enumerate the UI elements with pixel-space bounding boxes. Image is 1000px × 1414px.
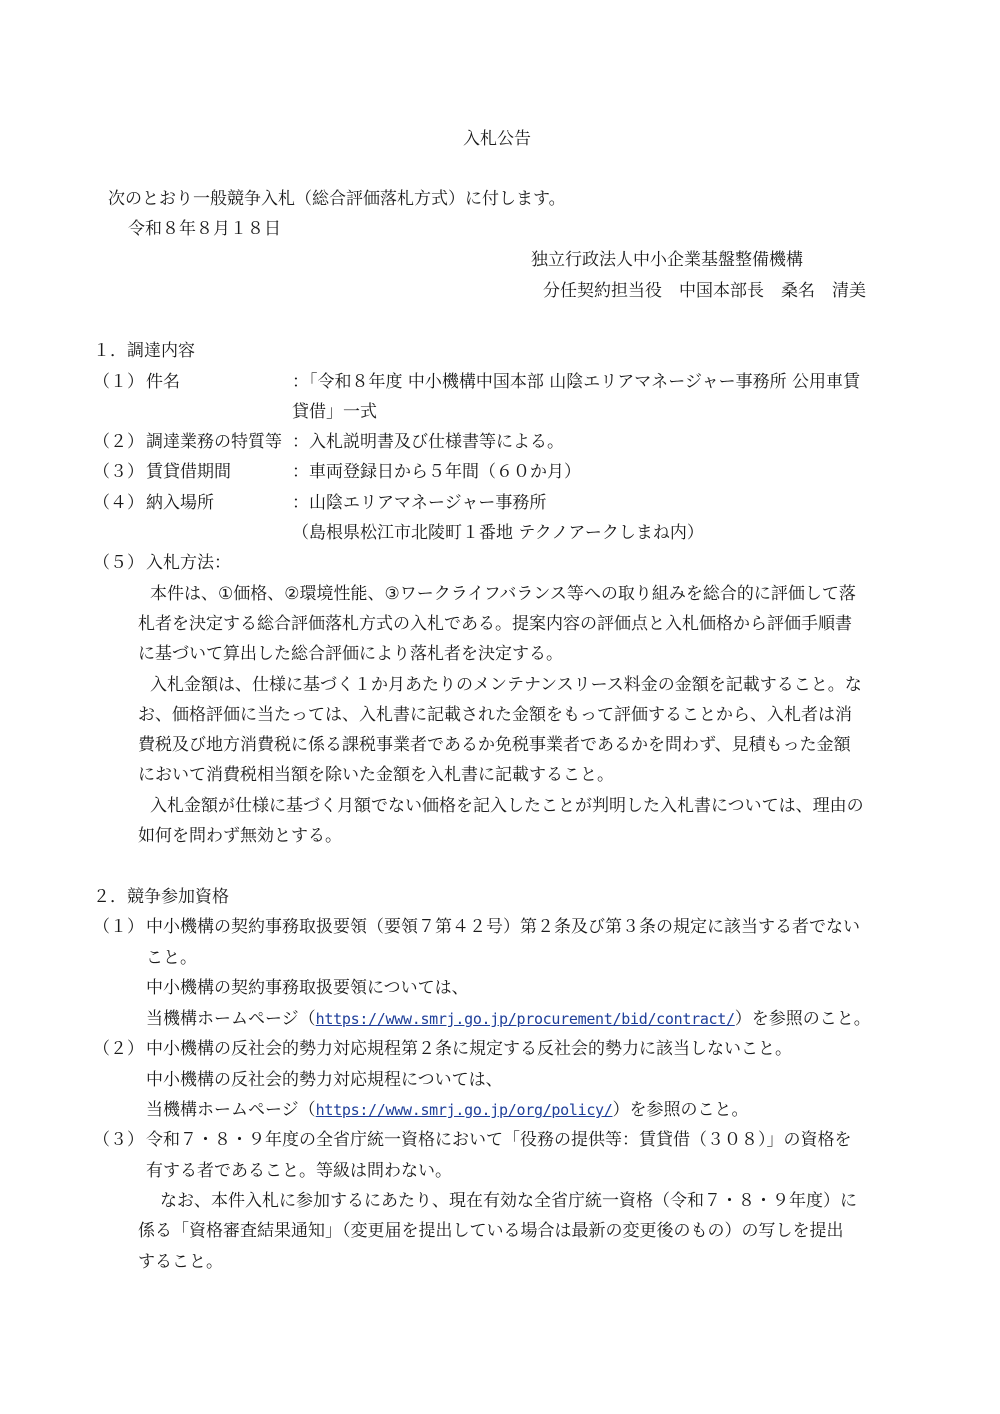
item-number: （２） xyxy=(93,432,144,452)
paragraph-line: すること。 xyxy=(138,1252,223,1272)
paragraph-line: 中小機構の反社会的勢力対応規程第２条に規定する反社会的勢力に該当しないこと。 xyxy=(146,1039,792,1059)
paragraph-line: 札者を決定する総合評価落札方式の入札である。提案内容の評価点と入札価格から評価手順書 xyxy=(138,614,852,634)
item-number: （２） xyxy=(93,1039,144,1059)
item-number: （５） xyxy=(93,553,144,573)
item-value-continued: 貸借」一式 xyxy=(292,402,377,422)
paragraph-line: 中小機構の契約事務取扱要領については、 xyxy=(146,978,469,998)
contract-rules-link[interactable]: https://www.smrj.go.jp/procurement/bid/contract/ xyxy=(315,1010,735,1028)
notice-date: 令和８年８月１８日 xyxy=(128,219,281,239)
paragraph-line: 令和７・８・９年度の全省庁統一資格において「役務の提供等：賃貸借（３０８）」の資格を xyxy=(146,1130,852,1150)
paragraph-line: 入札金額は、仕様に基づく１か月あたりのメンテナンスリース料金の金額を記載すること。な xyxy=(150,675,862,695)
item-number: （３） xyxy=(93,1130,144,1150)
item-value: ：「令和８年度 中小機構中国本部 山陰エリアマネージャー事務所 公用車賃 xyxy=(292,372,861,392)
paragraph-line: に基づいて算出した総合評価により落札者を決定する。 xyxy=(138,644,563,664)
item-value: ：車両登録日から５年間（６０か月） xyxy=(292,462,581,482)
item-value: ：山陰エリアマネージャー事務所 xyxy=(292,493,547,513)
reference-prefix: 当機構ホームページ（ xyxy=(146,1009,316,1029)
item-label: 調達業務の特質等 xyxy=(146,432,282,452)
paragraph-line: 如何を問わず無効とする。 xyxy=(138,826,342,846)
item-label: 入札方法： xyxy=(146,553,231,573)
paragraph-line: こと。 xyxy=(146,948,197,968)
item-number: （３） xyxy=(93,462,144,482)
reference-suffix: ）を参照のこと。 xyxy=(734,1009,871,1029)
paragraph-line: お、価格評価に当たっては、入札書に記載された金額をもって評価することから、入札者は消 xyxy=(138,705,852,725)
paragraph-line: 入札金額が仕様に基づく月額でない価格を記入したことが判明した入札書については、理由の xyxy=(150,796,864,816)
paragraph-line: 中小機構の反社会的勢力対応規程については、 xyxy=(146,1070,503,1090)
reference-suffix: ）を参照のこと。 xyxy=(612,1100,749,1120)
paragraph-line: において消費税相当額を除いた金額を入札書に記載すること。 xyxy=(138,765,614,785)
paragraph-line: 中小機構の契約事務取扱要領（要領７第４２号）第２条及び第３条の規定に該当する者でない xyxy=(146,917,860,937)
section-1-heading: １．調達内容 xyxy=(93,341,195,361)
policy-link[interactable]: https://www.smrj.go.jp/org/policy/ xyxy=(315,1101,613,1119)
item-label: 納入場所 xyxy=(146,493,214,513)
contract-officer: 分任契約担当役 中国本部長 桑名 清美 xyxy=(543,281,866,301)
paragraph-line: 費税及び地方消費税に係る課税事業者であるか免税事業者であるかを問わず、見積もった金額 xyxy=(138,735,851,755)
reference-prefix: 当機構ホームページ（ xyxy=(146,1100,316,1120)
paragraph-line: 有する者であること。等級は問わない。 xyxy=(146,1161,452,1181)
organization-name: 独立行政法人中小企業基盤整備機構 xyxy=(531,250,803,270)
paragraph-line: 係る「資格審査結果通知」（変更届を提出している場合は最新の変更後のもの）の写しを提出 xyxy=(138,1221,844,1241)
page-title: 入札公告 xyxy=(463,129,531,149)
item-number: （１） xyxy=(93,372,144,392)
intro-line: 次のとおり一般競争入札（総合評価落札方式）に付します。 xyxy=(108,189,566,209)
reference-line xyxy=(146,1011,871,1028)
item-label: 賃貸借期間 xyxy=(146,462,231,482)
item-value: ：入札説明書及び仕様書等による。 xyxy=(292,432,564,452)
item-number: （４） xyxy=(93,493,144,513)
section-2-heading: ２．競争参加資格 xyxy=(93,887,229,907)
paragraph-line: なお、本件入札に参加するにあたり、現在有効な全省庁統一資格（令和７・８・９年度）に xyxy=(160,1191,857,1211)
item-label: 件名 xyxy=(146,372,180,392)
reference-line xyxy=(146,1102,749,1119)
item-number: （１） xyxy=(93,917,144,937)
paragraph-line: 本件は、①価格、②環境性能、③ワークライフバランス等への取り組みを総合的に評価して落 xyxy=(150,584,856,604)
item-value-continued: （島根県松江市北陵町１番地 テクノアークしまね内） xyxy=(292,523,704,543)
